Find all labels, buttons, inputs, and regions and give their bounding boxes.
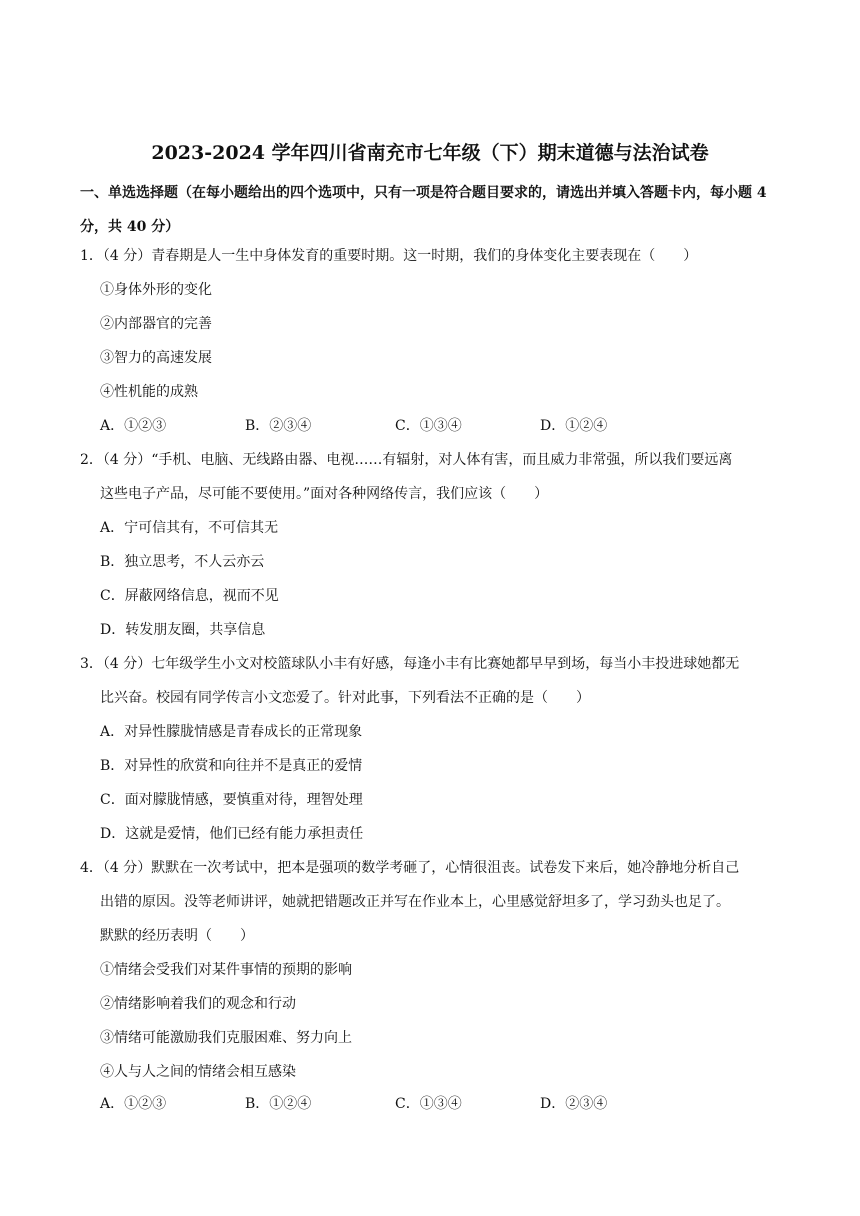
choice-d: D．②③④ (540, 1096, 608, 1112)
exam-title: 2023-2024 学年四川省南充市七年级（下）期末道德与法治试卷 (151, 142, 709, 164)
question-1-statement: ①身体外形的变化 (100, 282, 212, 298)
choice-b: B．①②④ (245, 1096, 312, 1112)
choice-c: C．①③④ (395, 418, 462, 434)
question-4-statement: ④人与人之间的情绪会相互感染 (100, 1064, 296, 1080)
question-4-stem-cont: 默默的经历表明（ ） (100, 928, 254, 944)
question-4-stem: 4．（4 分）默默在一次考试中，把本是强项的数学考砸了，心情很沮丧。试卷发下来后，她冷静地分析自己 (80, 860, 740, 876)
question-4-statement: ③情绪可能激励我们克服困难、努力向上 (100, 1030, 352, 1046)
question-2-stem-cont: 这些电子产品，尽可能不要使用。”面对各种网络传言，我们应该（ ） (100, 486, 549, 502)
choice-a: A．①②③ (100, 1096, 167, 1112)
question-3-stem-cont: 比兴奋。校园有同学传言小文恋爱了。针对此事，下列看法不正确的是（ ） (100, 690, 590, 706)
choice-c: C．①③④ (395, 1096, 462, 1112)
choice-b: B．②③④ (245, 418, 312, 434)
question-1-stem: 1．（4 分）青春期是人一生中身体发育的重要时期。这一时期，我们的身体变化主要表现在（ ） (80, 248, 698, 264)
question-3-option-c: C．面对朦胧情感，要慎重对待，理智处理 (100, 792, 363, 808)
question-3-option-d: D．这就是爱情，他们已经有能力承担责任 (100, 826, 364, 842)
question-2-option-c: C．屏蔽网络信息，视而不见 (100, 588, 279, 604)
question-3-stem: 3．（4 分）七年级学生小文对校篮球队小丰有好感，每逢小丰有比赛她都早早到场，每当小丰投进球她都无 (80, 656, 740, 672)
choice-d: D．①②④ (540, 418, 608, 434)
question-2-option-d: D．转发朋友圈，共享信息 (100, 622, 266, 638)
section-heading: 一、单选选择题（在每小题给出的四个选项中，只有一项是符合题目要求的，请选出并填入答题卡内，每小题 4 分，共 40 分） (80, 185, 767, 235)
question-2-option-a: A．宁可信其有，不可信其无 (100, 520, 279, 536)
question-2-stem: 2．（4 分）“手机、电脑、无线路由器、电视……有辐射，对人体有害，而且威力非常强，所以我们要远离 (80, 452, 733, 468)
question-4-statement: ①情绪会受我们对某件事情的预期的影响 (100, 962, 352, 978)
question-4-statement: ②情绪影响着我们的观念和行动 (100, 996, 296, 1012)
choice-a: A．①②③ (100, 418, 167, 434)
question-1-choices (100, 416, 740, 436)
question-4-choices (100, 1094, 740, 1114)
question-1-statement: ③智力的高速发展 (100, 350, 212, 366)
question-2-option-b: B．独立思考，不人云亦云 (100, 554, 265, 570)
question-1-statement: ②内部器官的完善 (100, 316, 212, 332)
question-1-statement: ④性机能的成熟 (100, 384, 198, 400)
question-3-option-a: A．对异性朦胧情感是青春成长的正常现象 (100, 724, 363, 740)
question-3-option-b: B．对异性的欣赏和向往并不是真正的爱情 (100, 758, 363, 774)
question-4-stem-cont: 出错的原因。没等老师讲评，她就把错题改正并写在作业本上，心里感觉舒坦多了，学习劲头也足了。 (100, 894, 730, 910)
